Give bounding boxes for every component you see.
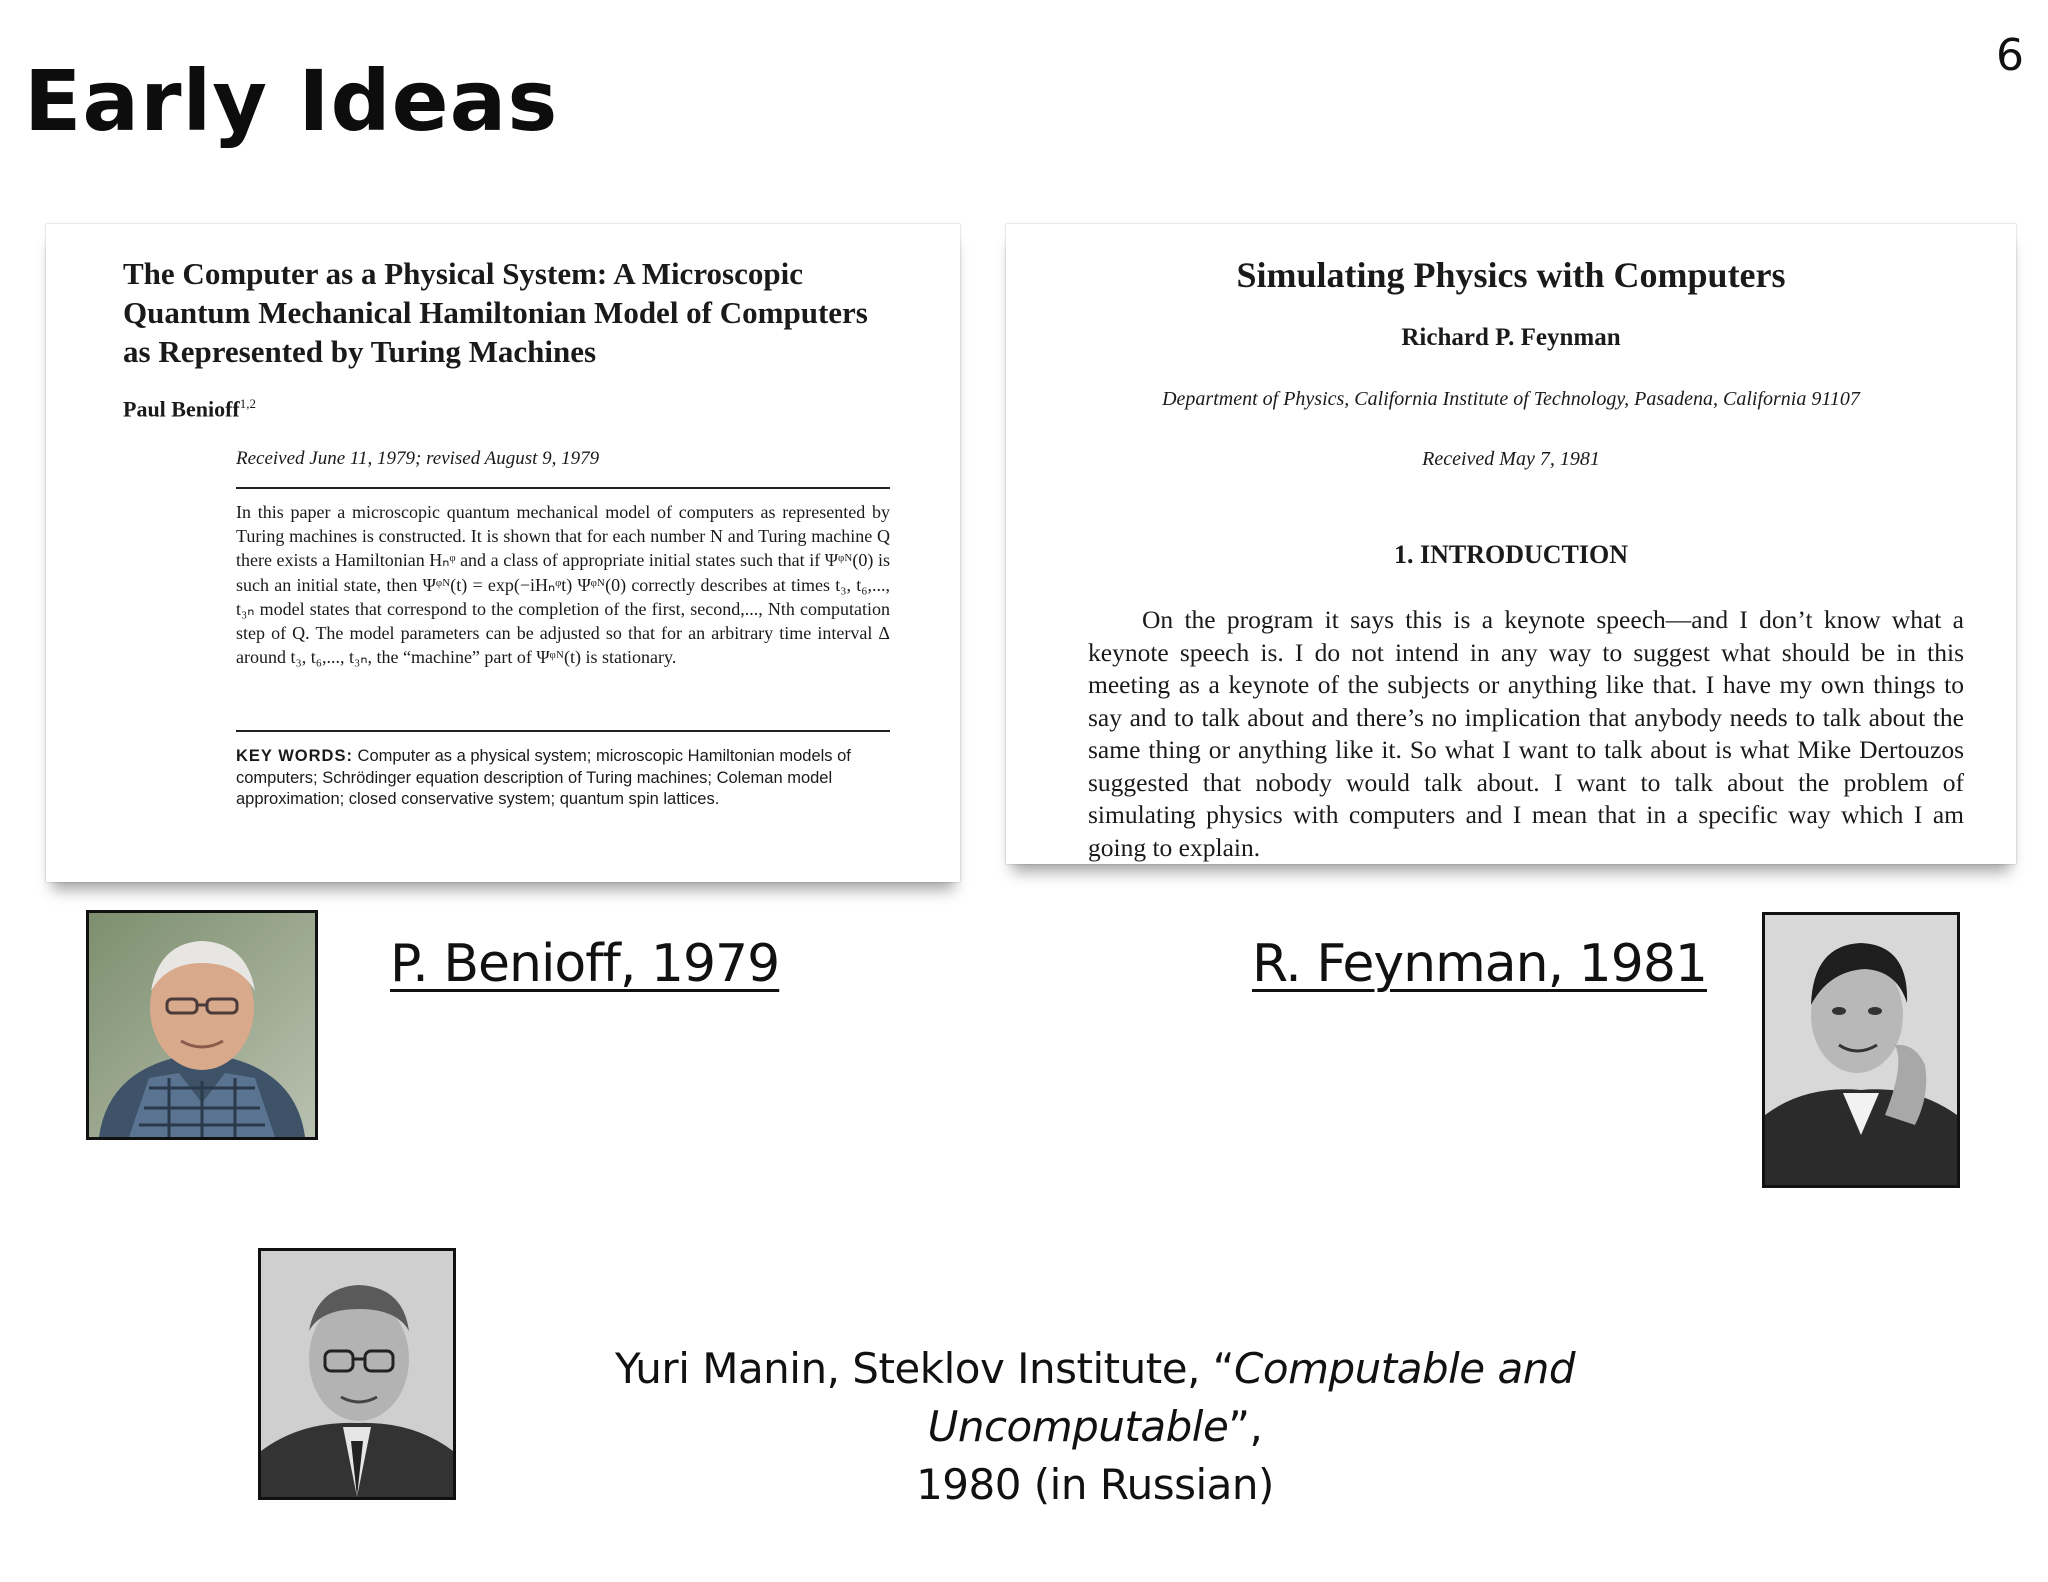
feynman-paper-body: On the program it says this is a keynote speech—and I don’t know what a keynote speech is. I do not intend in any way to suggest what should be in this meeting as a keynote of the subjects or anything like that. I have my own things to say and to talk about and there’s no implication that anybody needs to talk about the same thing or anything like it. So what I want to talk about is what Mike Dertouzos suggested that nobody would talk about. I want to talk about the problem of simulating physics with computers and I mean that in a specific way which I am going to explain. xyxy=(1088,605,1964,862)
slide-title: Early Ideas xyxy=(24,52,559,150)
benioff-paper-excerpt xyxy=(46,224,960,882)
manin-portrait-image xyxy=(261,1251,453,1497)
benioff-paper-received: Received June 11, 1979; revised August 9, 1979 xyxy=(236,448,600,469)
keywords-label: KEY WORDS: xyxy=(236,747,353,765)
manin-work-title: Computable and Uncomputable xyxy=(927,1344,1576,1451)
manin-suffix: ”, xyxy=(1228,1402,1263,1451)
feynman-paper-section-heading: 1. INTRODUCTION xyxy=(1393,540,1629,569)
benioff-author-superscript: 1,2 xyxy=(239,396,256,411)
manin-portrait-photo xyxy=(258,1248,456,1500)
benioff-paper-keywords xyxy=(236,746,890,811)
feynman-portrait-image xyxy=(1765,915,1957,1185)
benioff-portrait-image xyxy=(89,913,315,1137)
benioff-portrait-photo xyxy=(86,910,318,1140)
feynman-paper-department: Department of Physics, California Institute of Technology, Pasadena, California 91107 xyxy=(1162,388,1860,410)
benioff-author-name: Paul Benioff xyxy=(123,396,240,422)
feynman-paper-title: Simulating Physics with Computers xyxy=(1236,255,1786,295)
feynman-paper-received: Received May 7, 1981 xyxy=(1422,448,1600,470)
benioff-paper-abstract: In this paper a microscopic quantum mechanical model of computers as represented by Turing machines is constructed. It is shown that for each number N and Turing machine Q there exists a Hamiltonian Hₙᵠ and a class of appropriate initial states such that if Ψᵠᴺ(0) is such an initial state, then Ψᵠᴺ(t) = exp(−iHₙᵠt) Ψᵠᴺ(0) correctly describes at times t₃, t₆,..., t₃ₙ model states that correspond to the completion of the first, second,..., Nth computation step of Q. The model parameters can be adjusted so that for an arbitrary time interval Δ around t₃, t₆,..., t₃ₙ, the “machine” part of Ψᵠᴺ(t) is stationary. xyxy=(236,502,890,668)
manin-reference-line-2: 1980 (in Russian) xyxy=(916,1460,1274,1509)
feynman-paper-author: Richard P. Feynman xyxy=(1401,324,1621,351)
benioff-paper-author xyxy=(123,396,256,422)
feynman-caption: R. Feynman, 1981 xyxy=(1252,934,1707,994)
feynman-portrait-photo xyxy=(1762,912,1960,1188)
feynman-paper-excerpt xyxy=(1006,224,2016,864)
manin-reference xyxy=(470,1340,1720,1514)
benioff-caption: P. Benioff, 1979 xyxy=(390,934,780,994)
benioff-abstract-bottom-rule xyxy=(236,730,890,732)
manin-prefix: Yuri Manin, Steklov Institute, “ xyxy=(614,1344,1235,1393)
page-number: 6 xyxy=(1996,30,2024,81)
benioff-abstract-top-rule xyxy=(236,487,890,489)
keywords-text: Computer as a physical system; microscopic Hamiltonian models of computers; Schrödinger equation description of Turing machines; Coleman model approximation; closed conservative system; quantum spin lattices. xyxy=(236,747,851,808)
manin-reference-line-1 xyxy=(470,1340,1720,1456)
benioff-paper-title: The Computer as a Physical System: A Microscopic Quantum Mechanical Hamiltonian Model of Computers as Represented by Turing Machines xyxy=(123,256,868,369)
